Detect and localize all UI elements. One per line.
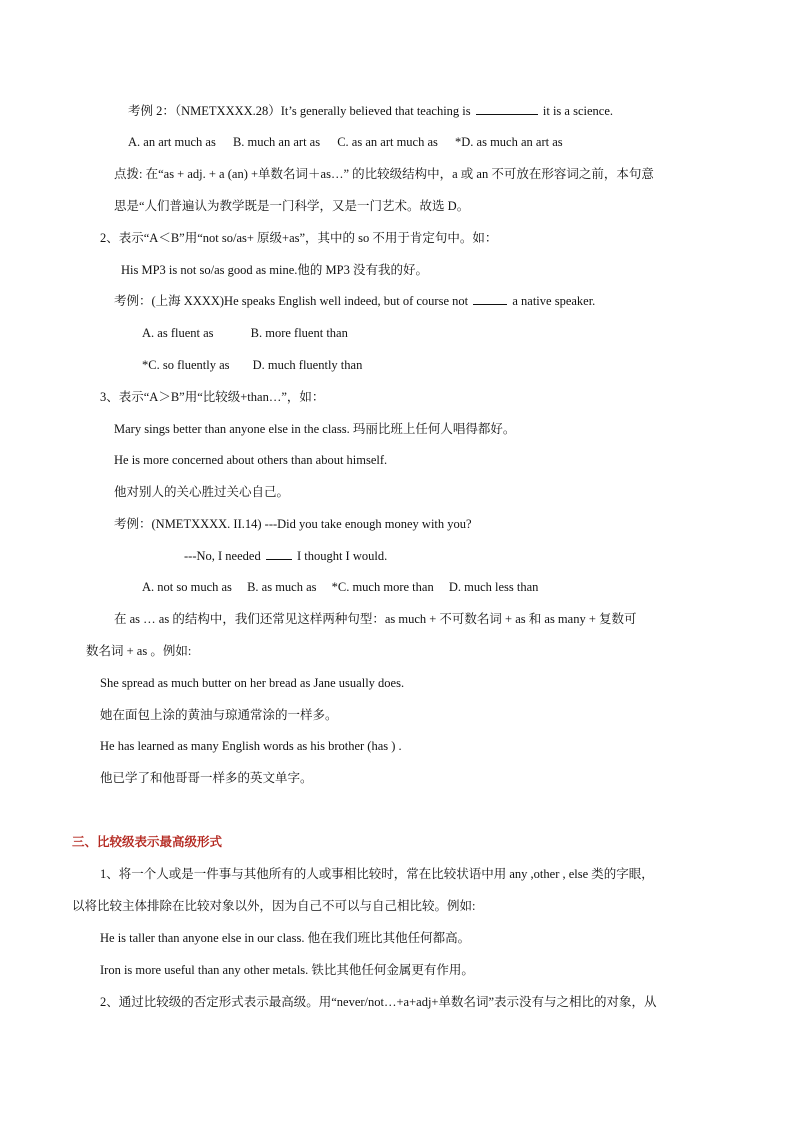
rule-3-example-1: Mary sings better than anyone else in the class. 玛丽比班上任何人唱得都好。 [114,422,516,436]
exam-example-2-suffix: it is a science. [542,104,614,118]
rule-3-example-2-en: He is more concerned about others than about himself. [114,453,388,467]
option-d: D. much fluently than [252,358,363,372]
tip-line-1: 点拨: 在“as + adj. + a (an) +单数名词＋as…” 的比较级结构中，a 或 an 不可放在形容词之前，本句意 [114,167,654,181]
option-c: C. as an art much as [337,135,438,149]
option-d: *D. as much an art as [455,135,563,149]
option-b: B. as much as [247,580,317,594]
rule-3-heading: 3、表示“A＞B”用“比较级+than…”，如： [100,390,325,404]
option-a: A. as fluent as [142,326,214,340]
rule-2-exam-suffix: a native speaker. [512,294,596,308]
as-as-example-1-en: She spread as much butter on her bread as Jane usually does. [100,676,405,690]
tip-line-2: 思是“人们普遍认为教学既是一门科学，又是一门艺术。故选 D。 [114,199,470,213]
rule-2-exam [114,292,595,310]
rule-2-heading: 2、表示“A＜B”用“not so/as+ 原级+as”，其中的 so 不用于肯定句中。如： [100,231,498,245]
exam-example-2-options [128,133,563,151]
rule-3-example-2-zh: 他对别人的关心胜过关心自己。 [114,485,290,499]
option-d: D. much less than [448,580,539,594]
rule-2-options-row-1 [142,324,348,342]
option-b: B. more fluent than [250,326,348,340]
section-3-title: 三、比较级表示最高级形式 [72,834,223,849]
answer-blank [266,547,292,560]
rule-2-options-row-2 [142,356,362,374]
section-3-p1-line-2: 以将比较主体排除在比较对象以外，因为自己不可以与自己相比较。例如: [72,899,476,913]
option-c: *C. so fluently as [142,358,230,372]
as-as-example-1-zh: 她在面包上涂的黄油与琼通常涂的一样多。 [100,708,338,722]
rule-2-example: His MP3 is not so/as good as mine.他的 MP3 没有我的好。 [121,263,428,277]
rule-2-exam-prefix: 考例：(上海 XXXX)He speaks English well indeed, but of course not [114,294,469,308]
section-3-p1-line-1: 1、将一个人或是一件事与其他所有的人或事相比较时，常在比较状语中用 any ,other , else 类的字眼， [100,867,654,881]
option-c: *C. much more than [331,580,434,594]
option-b: B. much an art as [232,135,321,149]
answer-blank [476,102,538,115]
rule-3-answer-suffix: I thought I would. [296,549,388,563]
rule-3-answer-prefix: ---No, I needed [184,549,261,563]
as-as-example-2-zh: 他已学了和他哥哥一样多的英文单字。 [100,771,313,785]
exam-example-2-prefix: 考例 2：（NMETXXXX.28）It’s generally believed that teaching is [128,104,471,118]
rule-3-options [142,578,538,596]
option-a: A. not so much as [142,580,232,594]
exam-example-2 [128,102,613,120]
section-3-example-2: Iron is more useful than any other metals. 铁比其他任何金属更有作用。 [100,963,474,977]
option-a: A. an art much as [128,135,216,149]
as-as-paragraph-line-1: 在 as … as 的结构中，我们还常见这样两种句型：as much + 不可数名词 + as 和 as many + 复数可 [114,612,637,626]
rule-3-exam: 考例：(NMETXXXX. II.14) ---Did you take enough money with you? [114,517,472,531]
as-as-paragraph-line-2: 数名词 + as 。例如: [86,644,192,658]
section-3-example-1: He is taller than anyone else in our class. 他在我们班比其他任何都高。 [100,931,471,945]
as-as-example-2-en: He has learned as many English words as his brother (has ) . [100,739,402,753]
section-3-p2-line-1: 2、通过比较级的否定形式表示最高级。用“never/not…+a+adj+单数名词”表示没有与之相比的对象，从 [100,995,657,1009]
rule-3-exam-answer [184,547,387,565]
answer-blank [473,292,507,305]
